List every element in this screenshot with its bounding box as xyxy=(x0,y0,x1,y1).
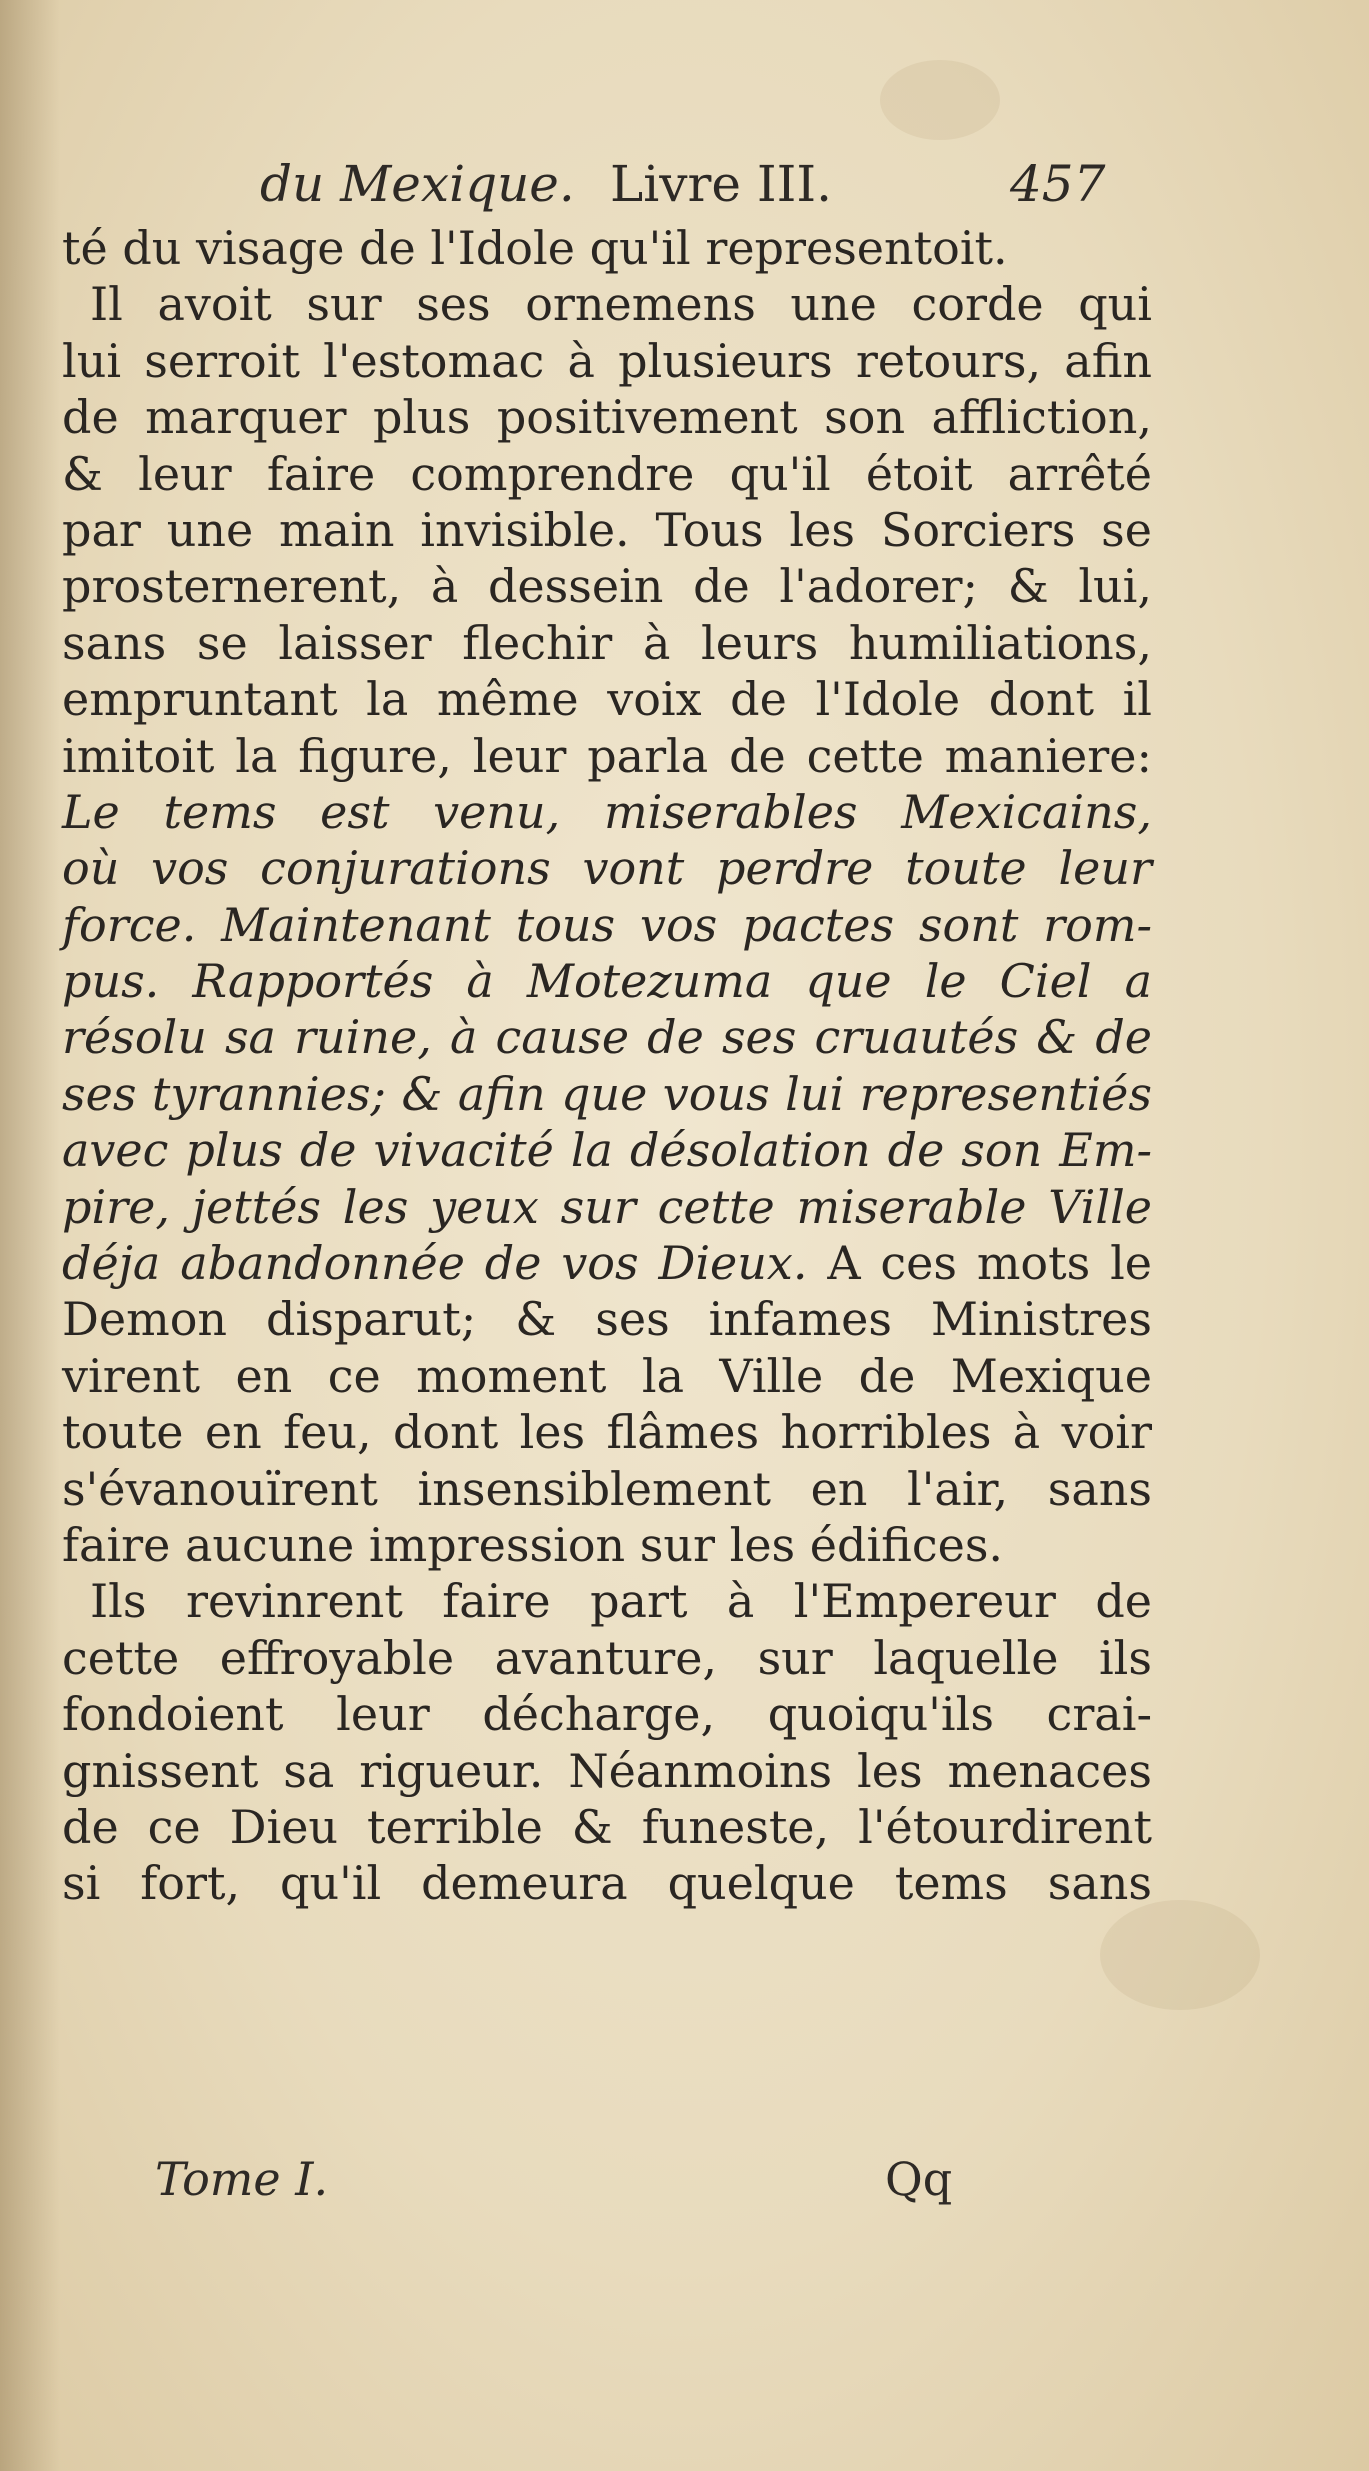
signature-mark: Qq xyxy=(885,2152,953,2206)
text-line: ses tyrannies; & afin que vous lui representiés xyxy=(62,1066,1152,1121)
text-line: avec plus de vivacité la désolation de son Em- xyxy=(62,1123,1152,1178)
text-line: cette effroyable avanture, sur laquelle ils xyxy=(62,1630,1152,1685)
text-line-roman-part: A ces mots le xyxy=(807,1236,1152,1291)
text-line: Le tems est venu, miserables Mexicains, xyxy=(62,784,1152,839)
text-line: où vos conjurations vont perdre toute leur xyxy=(62,841,1152,896)
running-header xyxy=(260,155,1160,225)
running-title: du Mexique. xyxy=(260,155,575,213)
volume-mark: Tome I. xyxy=(155,2152,329,2206)
text-line-italic-part: déja abandonnée de vos Dieux. xyxy=(62,1236,808,1291)
text-line: force. Maintenant tous vos pactes sont rom- xyxy=(62,897,1152,952)
text-line: Ils revinrent faire part à l'Empereur de xyxy=(90,1574,1152,1629)
text-line: prosternerent, à dessein de l'adorer; & lui, xyxy=(62,559,1152,614)
text-line: lui serroit l'estomac à plusieurs retours, afin xyxy=(62,333,1152,388)
text-line: sans se laisser flechir à leurs humiliations, xyxy=(62,615,1152,670)
text-line: s'évanouïrent insensiblement en l'air, sans xyxy=(62,1461,1152,1516)
text-line: imitoit la figure, leur parla de cette maniere: xyxy=(62,728,1152,783)
text-line: virent en ce moment la Ville de Mexique xyxy=(62,1348,1152,1403)
paper-stain xyxy=(880,60,1000,140)
text-line: faire aucune impression sur les édifices. xyxy=(62,1517,1004,1572)
text-line: Il avoit sur ses ornemens une corde qui xyxy=(90,277,1152,332)
running-book-number: Livre III. xyxy=(610,155,832,213)
body-text xyxy=(62,220,1152,1912)
text-line: par une main invisible. Tous les Sorciers se xyxy=(62,502,1152,557)
text-line: pire, jettés les yeux sur cette miserable Ville xyxy=(62,1179,1152,1234)
page-footer xyxy=(155,2152,1035,2222)
text-line: Demon disparut; & ses infames Ministres xyxy=(62,1292,1152,1347)
text-line: gnissent sa rigueur. Néanmoins les menaces xyxy=(62,1743,1152,1798)
paper-stain xyxy=(1100,1900,1260,2010)
text-line: empruntant la même voix de l'Idole dont il xyxy=(62,672,1152,727)
page-number: 457 xyxy=(1010,155,1106,213)
text-line: de ce Dieu terrible & funeste, l'étourdirent xyxy=(62,1799,1152,1854)
text-line: résolu sa ruine, à cause de ses cruautés & de xyxy=(62,1010,1152,1065)
text-line: té du visage de l'Idole qu'il representoit. xyxy=(62,221,1008,275)
text-line: pus. Rapportés à Motezuma que le Ciel a xyxy=(62,954,1152,1009)
text-line: toute en feu, dont les flâmes horribles à voir xyxy=(62,1405,1152,1460)
text-line xyxy=(62,1235,1152,1291)
text-line: & leur faire comprendre qu'il étoit arrêté xyxy=(62,446,1152,501)
text-line: fondoient leur décharge, quoiqu'ils crai- xyxy=(62,1687,1152,1742)
text-line: si fort, qu'il demeura quelque tems sans xyxy=(62,1856,1152,1911)
text-line: de marquer plus positivement son affliction, xyxy=(62,390,1152,445)
gutter-shadow xyxy=(0,0,60,2471)
